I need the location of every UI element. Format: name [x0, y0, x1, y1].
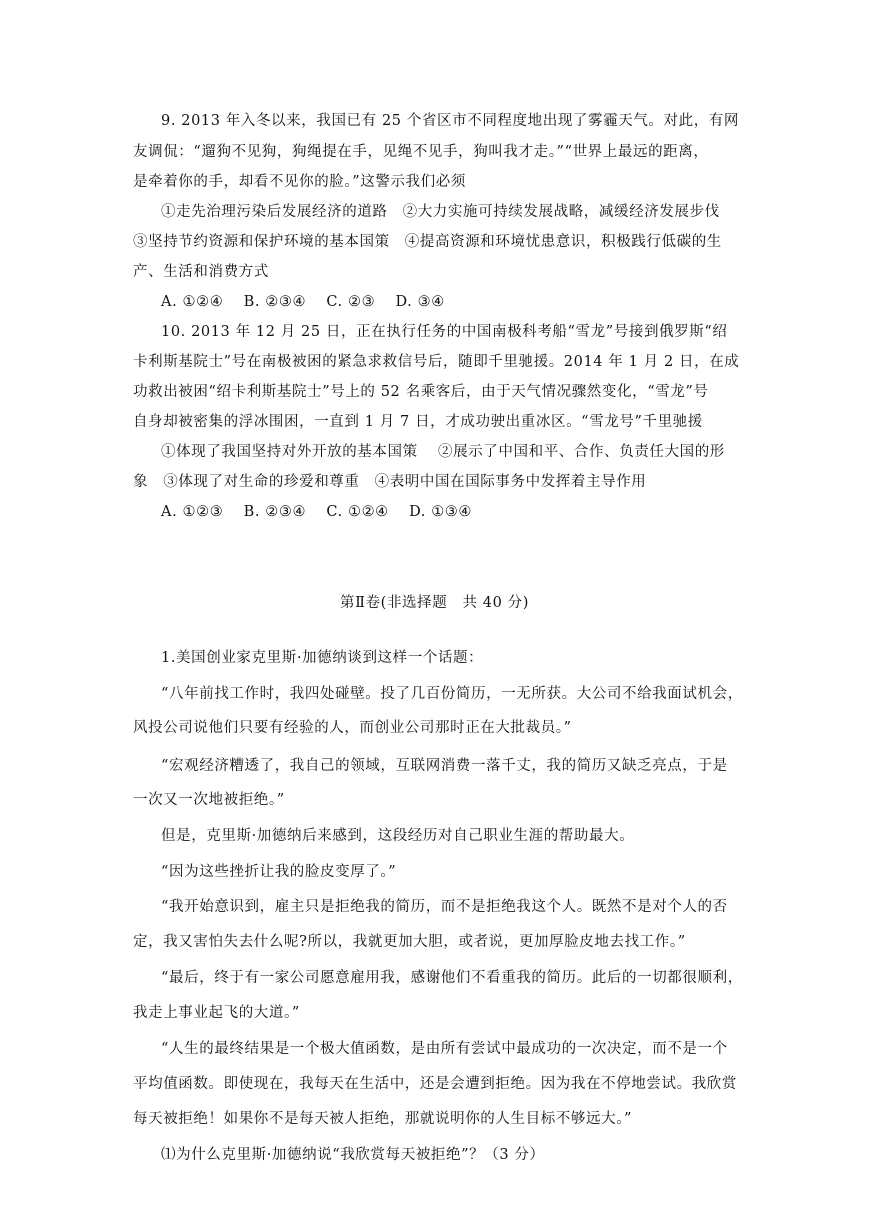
part2-question-1: ⑴为什么克里斯·加德纳说“我欣赏每天被拒绝”？（3 分） [161, 1147, 545, 1163]
q9-choices: A. ①②④ B. ②③④ C. ②③ D. ③④ [161, 294, 445, 310]
part2-paragraph-line: 平均值函数。即使现在，我每天在生活中，还是会遭到拒绝。因为我在不停地尝试。我欣赏 [133, 1076, 737, 1092]
part2-paragraph-line: 但是，克里斯·加德纳后来感到，这段经历对自己职业生涯的帮助最大。 [161, 828, 635, 844]
part2-paragraph-line: “最后，终于有一家公司愿意雇用我，感谢他们不看重我的简历。此后的一切都很顺利， [161, 970, 743, 986]
part2-paragraph-line: “我开始意识到，雇主只是拒绝我的简历，而不是拒绝我这个人。既然不是对个人的否 [161, 899, 728, 915]
section-title: 第Ⅱ卷(非选择题 共 40 分) [340, 595, 529, 611]
q9-stem-line-1: 9. 2013 年入冬以来，我国已有 25 个省区市不同程度地出现了雾霾天气。对此，有网 [161, 113, 740, 129]
q10-stem-line-2: 卡利斯基院士”号在南极被困的紧急求救信号后，随即千里驰援。2014 年 1 月 2 日，在成 [133, 354, 740, 370]
q9-option-line-1: ①走先治理污染后发展经济的道路 ②大力实施可持续发展战略，减缓经济发展步伐 [161, 204, 720, 220]
part2-intro: 1.美国创业家克里斯·加德纳谈到这样一个话题： [161, 650, 484, 666]
q10-stem-line-1: 10. 2013 年 12 月 25 日，正在执行任务的中国南极科考船“雪龙”号接到俄罗斯“绍 [161, 324, 728, 340]
q10-stem-line-4: 自身却被密集的浮冰围困，一直到 1 月 7 日，才成功驶出重冰区。“雪龙号”千里驰援 [133, 414, 703, 430]
q9-option-line-3: 产、生活和消费方式 [133, 264, 269, 280]
q10-option-line-1: ①体现了我国坚持对外开放的基本国策 ②展示了中国和平、合作、负责任大国的形 [161, 444, 725, 460]
part2-paragraph-line: 我走上事业起飞的大道。” [133, 1005, 300, 1021]
part2-paragraph-line: “人生的最终结果是一个极大值函数，是由所有尝试中最成功的一次决定，而不是一个 [161, 1041, 728, 1057]
q9-option-line-2: ③坚持节约资源和保护环境的基本国策 ④提高资源和环境忧患意识，积极践行低碳的生 [133, 234, 722, 250]
part2-paragraph-line: 每天被拒绝！如果你不是每天被人拒绝，那就说明你的人生目标不够远大。” [133, 1111, 633, 1127]
part2-paragraph-line: 风投公司说他们只要有经验的人，而创业公司那时正在大批裁员。” [133, 720, 572, 736]
q10-option-line-2: 象 ③体现了对生命的珍爱和尊重 ④表明中国在国际事务中发挥着主导作用 [133, 474, 647, 490]
part2-paragraph-line: “因为这些挫折让我的脸皮变厚了。” [161, 864, 397, 880]
part2-paragraph-line: “八年前找工作时，我四处碰壁。投了几百份简历，一无所获。大公司不给我面试机会， [161, 686, 743, 702]
q10-stem-line-3: 功救出被困“绍卡利斯基院士”号上的 52 名乘客后，由于天气情况骤然变化，“雪龙”号 [133, 384, 709, 400]
q9-stem-line-3: 是牵着你的手，却看不见你的脸。”这警示我们必须 [133, 174, 466, 190]
part2-paragraph-line: “宏观经济糟透了，我自己的领域，互联网消费一落千丈，我的简历又缺乏亮点，于是 [161, 758, 728, 774]
part2-paragraph-line: 一次又一次地被拒绝。” [133, 792, 285, 808]
q10-choices: A. ①②③ B. ②③④ C. ①②④ D. ①③④ [161, 504, 473, 520]
q9-stem-line-2: 友调侃：“遛狗不见狗，狗绳提在手，见绳不见手，狗叫我才走。”“世界上最远的距离， [133, 144, 709, 160]
part2-paragraph-line: 定，我又害怕失去什么呢?所以，我就更加大胆，或者说，更加厚脸皮地去找工作。” [133, 934, 686, 950]
